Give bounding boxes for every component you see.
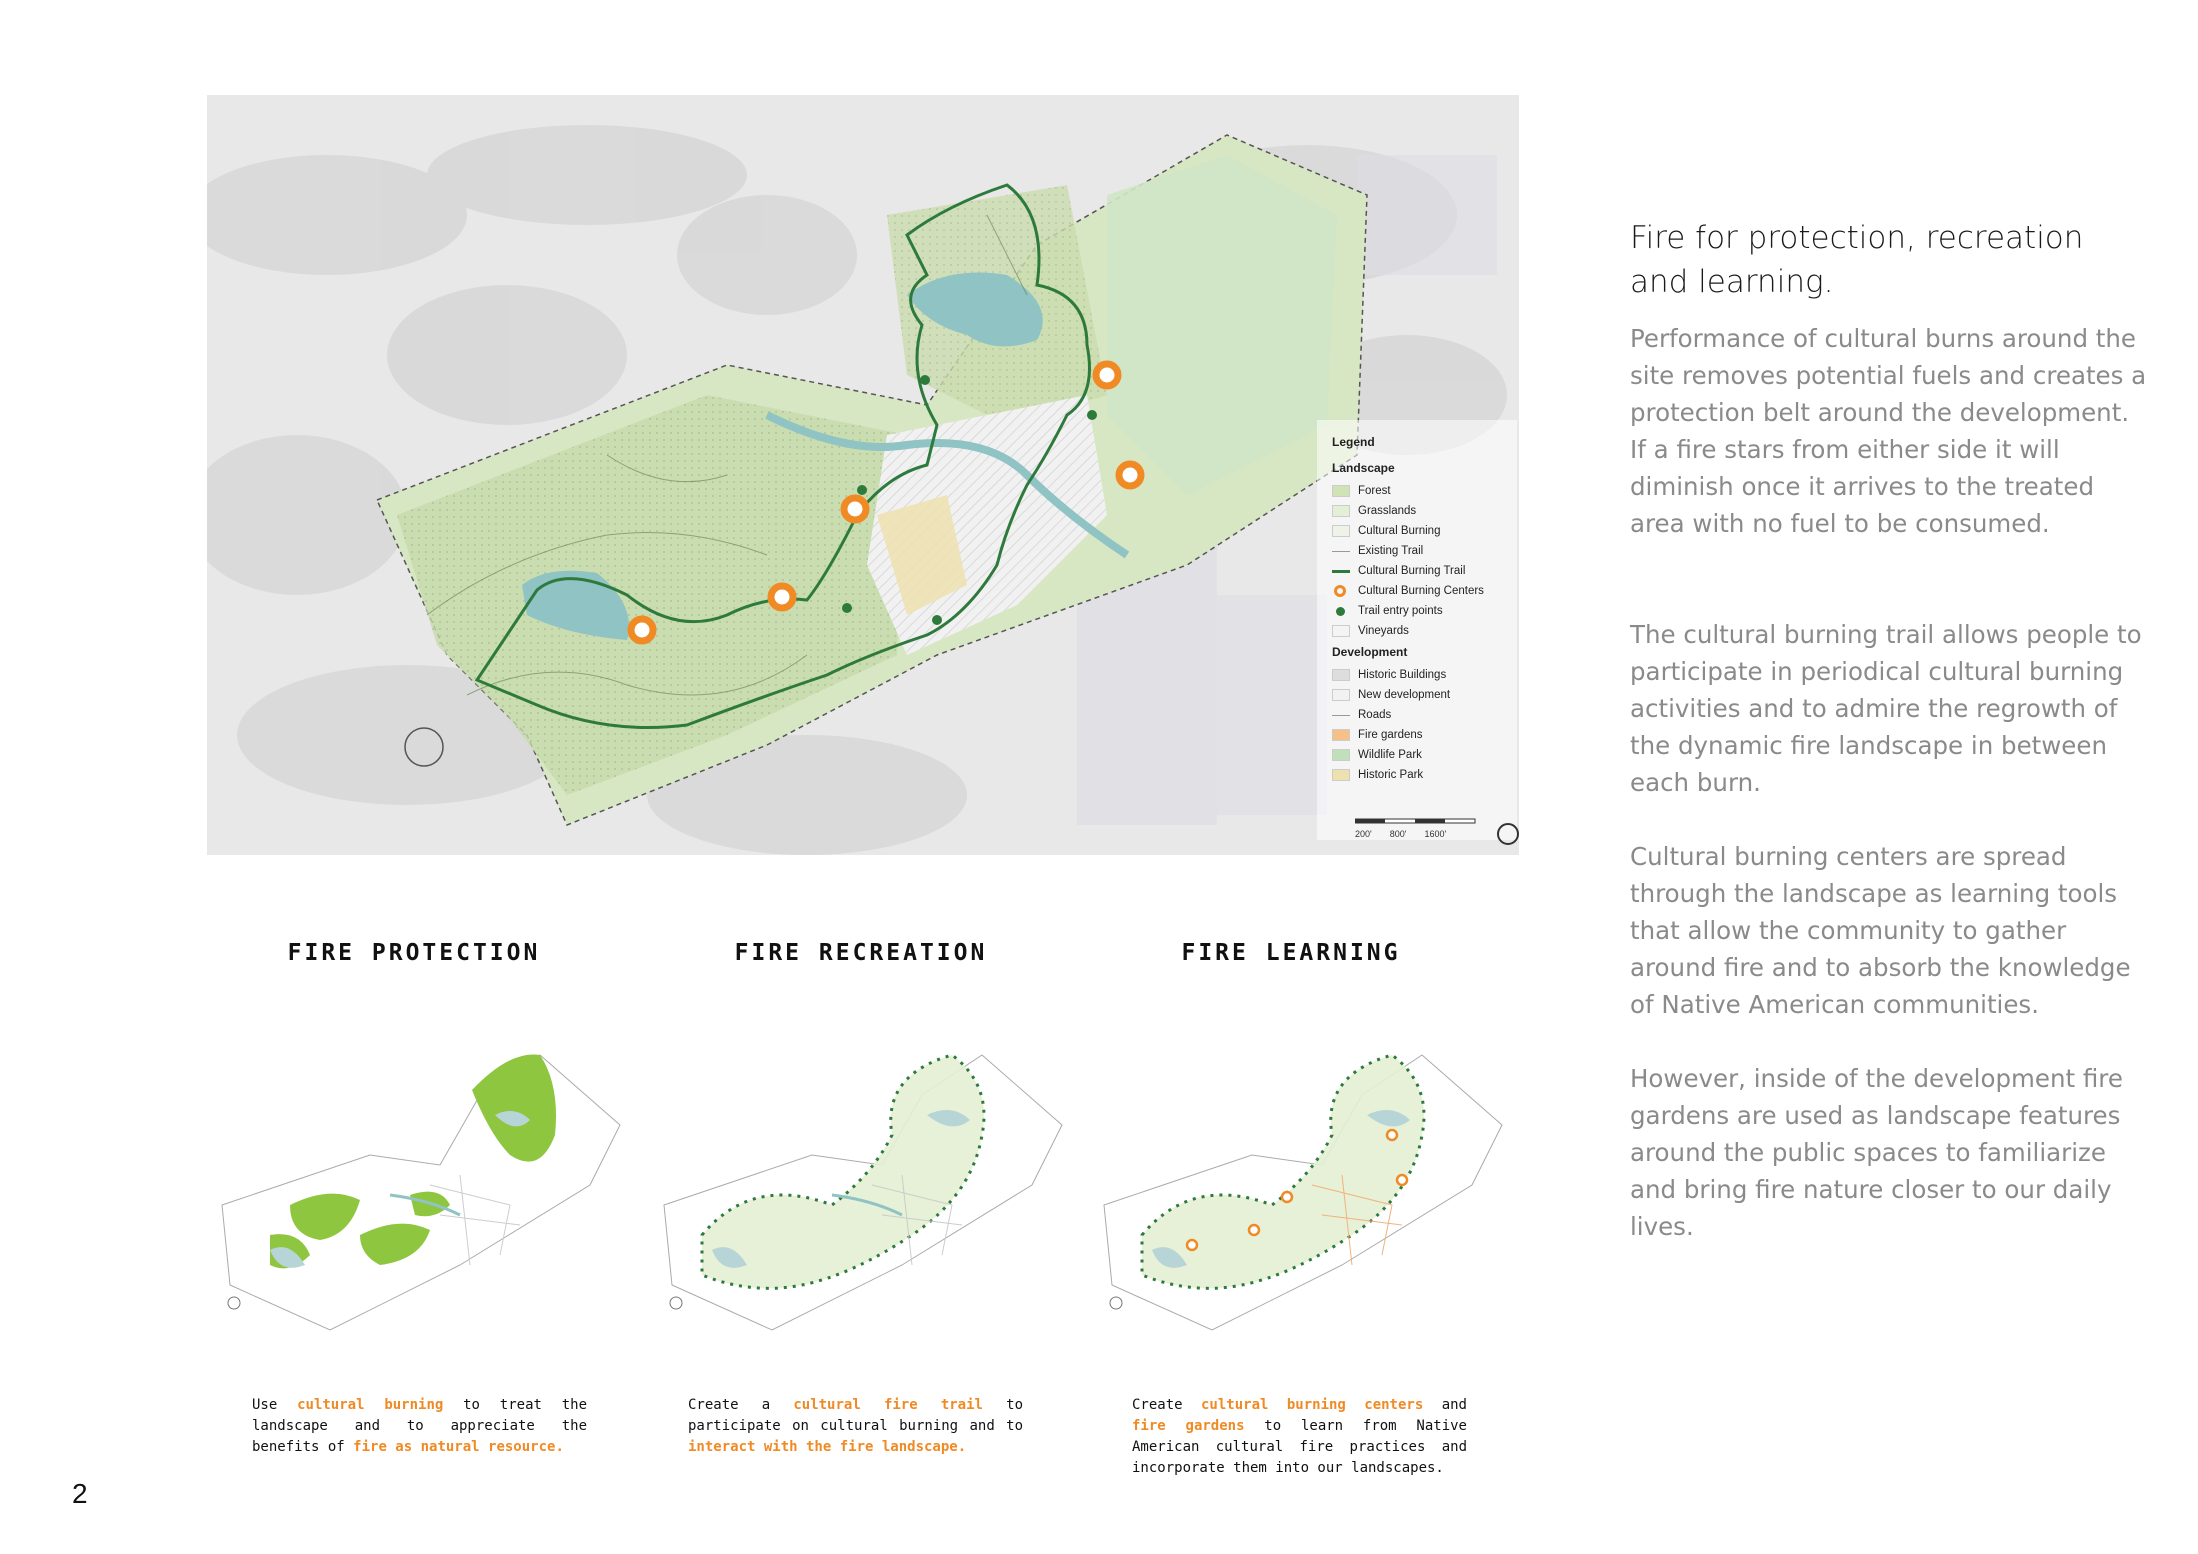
legend-development-items (1332, 665, 1512, 785)
panel-text-learning (1132, 1395, 1467, 1479)
legend-label: Fire gardens (1358, 729, 1423, 741)
body-text: to learn from Native American cultural fire practices and incorporate them into our landscapes. (1132, 1418, 1467, 1476)
legend-label: Grasslands (1358, 505, 1417, 517)
scale-tick-1: 200' (1355, 829, 1372, 839)
body-text: Create (1132, 1397, 1201, 1413)
legend-swatch (1336, 607, 1345, 616)
panel-text-protection (252, 1395, 587, 1458)
legend-development-item-2 (1332, 705, 1512, 725)
highlight-text: cultural burning centers (1201, 1397, 1424, 1413)
legend-swatch (1332, 715, 1350, 716)
section-title: Fire for protection, recreation and learning. (1630, 220, 2084, 300)
legend-landscape-item-2 (1332, 521, 1512, 541)
legend-title: Legend (1332, 435, 1375, 449)
highlight-text: fire as natural resource. (353, 1439, 564, 1455)
legend-label: Forest (1358, 485, 1391, 497)
panel-text-recreation (688, 1395, 1023, 1458)
legend-swatch (1332, 505, 1350, 517)
legend-label: Roads (1358, 709, 1392, 721)
paragraph-trail: The cultural burning trail allows people to participate in periodical cultural burning activities and to admire the regrowth of the dynamic fire landscape in between each burn. (1630, 620, 2142, 797)
legend-swatch (1332, 485, 1350, 497)
legend-swatch (1332, 570, 1350, 573)
legend-development-item-1 (1332, 685, 1512, 705)
legend-development-item-5 (1332, 765, 1512, 785)
body-text: and (1423, 1397, 1467, 1413)
paragraph-protection: Performance of cultural burns around the site removes potential fuels and creates a protection belt around the development. If a fire stars from either side it will diminish once it arrives to the treated area with no fuel to be consumed. (1630, 324, 2147, 538)
legend-landscape-item-1 (1332, 501, 1512, 521)
north-arrow-icon (1497, 823, 1519, 845)
highlight-text: interact with the fire landscape. (688, 1439, 967, 1455)
body-text: to participate on cultural burning and to (688, 1397, 1023, 1434)
legend-swatch (1332, 669, 1350, 681)
legend-development-item-4 (1332, 745, 1512, 765)
highlight-text: fire gardens (1132, 1418, 1245, 1434)
legend-label: Cultural Burning Trail (1358, 565, 1466, 577)
highlight-text: cultural fire trail (793, 1397, 983, 1413)
legend-label: Trail entry points (1358, 605, 1443, 617)
legend-development-item-3 (1332, 725, 1512, 745)
legend-landscape-heading: Landscape (1332, 461, 1395, 475)
scale-tick-3: 1600' (1424, 829, 1447, 839)
mini-map-protection (210, 1035, 630, 1335)
legend-label: Existing Trail (1358, 545, 1424, 557)
legend-landscape-items (1332, 481, 1512, 641)
site-plan-map (207, 95, 1519, 855)
legend-swatch (1332, 689, 1350, 701)
legend-swatch (1332, 525, 1350, 537)
map-legend (1332, 435, 1512, 785)
paragraph-fire-gardens: However, inside of the development fire gardens are used as landscape features around the public spaces to familiarize and bring fire nature closer to our daily lives. (1630, 1064, 2123, 1241)
highlight-text: cultural burning (297, 1397, 444, 1413)
legend-landscape-item-0 (1332, 481, 1512, 501)
legend-swatch (1332, 729, 1350, 741)
legend-label: Wildlife Park (1358, 749, 1422, 761)
legend-label: Historic Park (1358, 769, 1424, 781)
legend-swatch (1332, 749, 1350, 761)
body-text: Create a (688, 1397, 794, 1413)
site-plan-drawing (207, 95, 1519, 855)
legend-landscape-item-7 (1332, 621, 1512, 641)
legend-label: Cultural Burning Centers (1358, 585, 1484, 597)
page-number: 2 (72, 1478, 88, 1509)
paragraph-centers: Cultural burning centers are spread through the landscape as learning tools that allow the community to gather around fire and to absorb the knowledge of Native American communities. (1630, 842, 2131, 1019)
body-text: to treat the landscape and to appreciate the benefits of (252, 1397, 588, 1455)
legend-landscape-item-4 (1332, 561, 1512, 581)
legend-development-item-0 (1332, 665, 1512, 685)
legend-landscape-item-5 (1332, 581, 1512, 601)
mini-map-recreation (652, 1035, 1072, 1335)
legend-swatch (1332, 551, 1350, 552)
legend-landscape-item-3 (1332, 541, 1512, 561)
panel-heading-protection: FIRE PROTECTION (287, 940, 541, 966)
legend-swatch (1334, 585, 1346, 597)
legend-landscape-item-6 (1332, 601, 1512, 621)
legend-swatch (1332, 769, 1350, 781)
legend-development-heading: Development (1332, 645, 1408, 659)
legend-label: New development (1358, 689, 1451, 701)
panel-heading-recreation: FIRE RECREATION (734, 940, 988, 966)
panel-heading-learning: FIRE LEARNING (1181, 940, 1401, 966)
scale-tick-2: 800' (1389, 829, 1407, 839)
scale-bar (1355, 817, 1485, 839)
body-text: Use (252, 1397, 298, 1413)
legend-swatch (1332, 625, 1350, 637)
mini-map-learning (1092, 1035, 1512, 1335)
legend-label: Vineyards (1358, 625, 1409, 637)
legend-label: Historic Buildings (1358, 669, 1447, 681)
legend-label: Cultural Burning (1358, 525, 1441, 537)
